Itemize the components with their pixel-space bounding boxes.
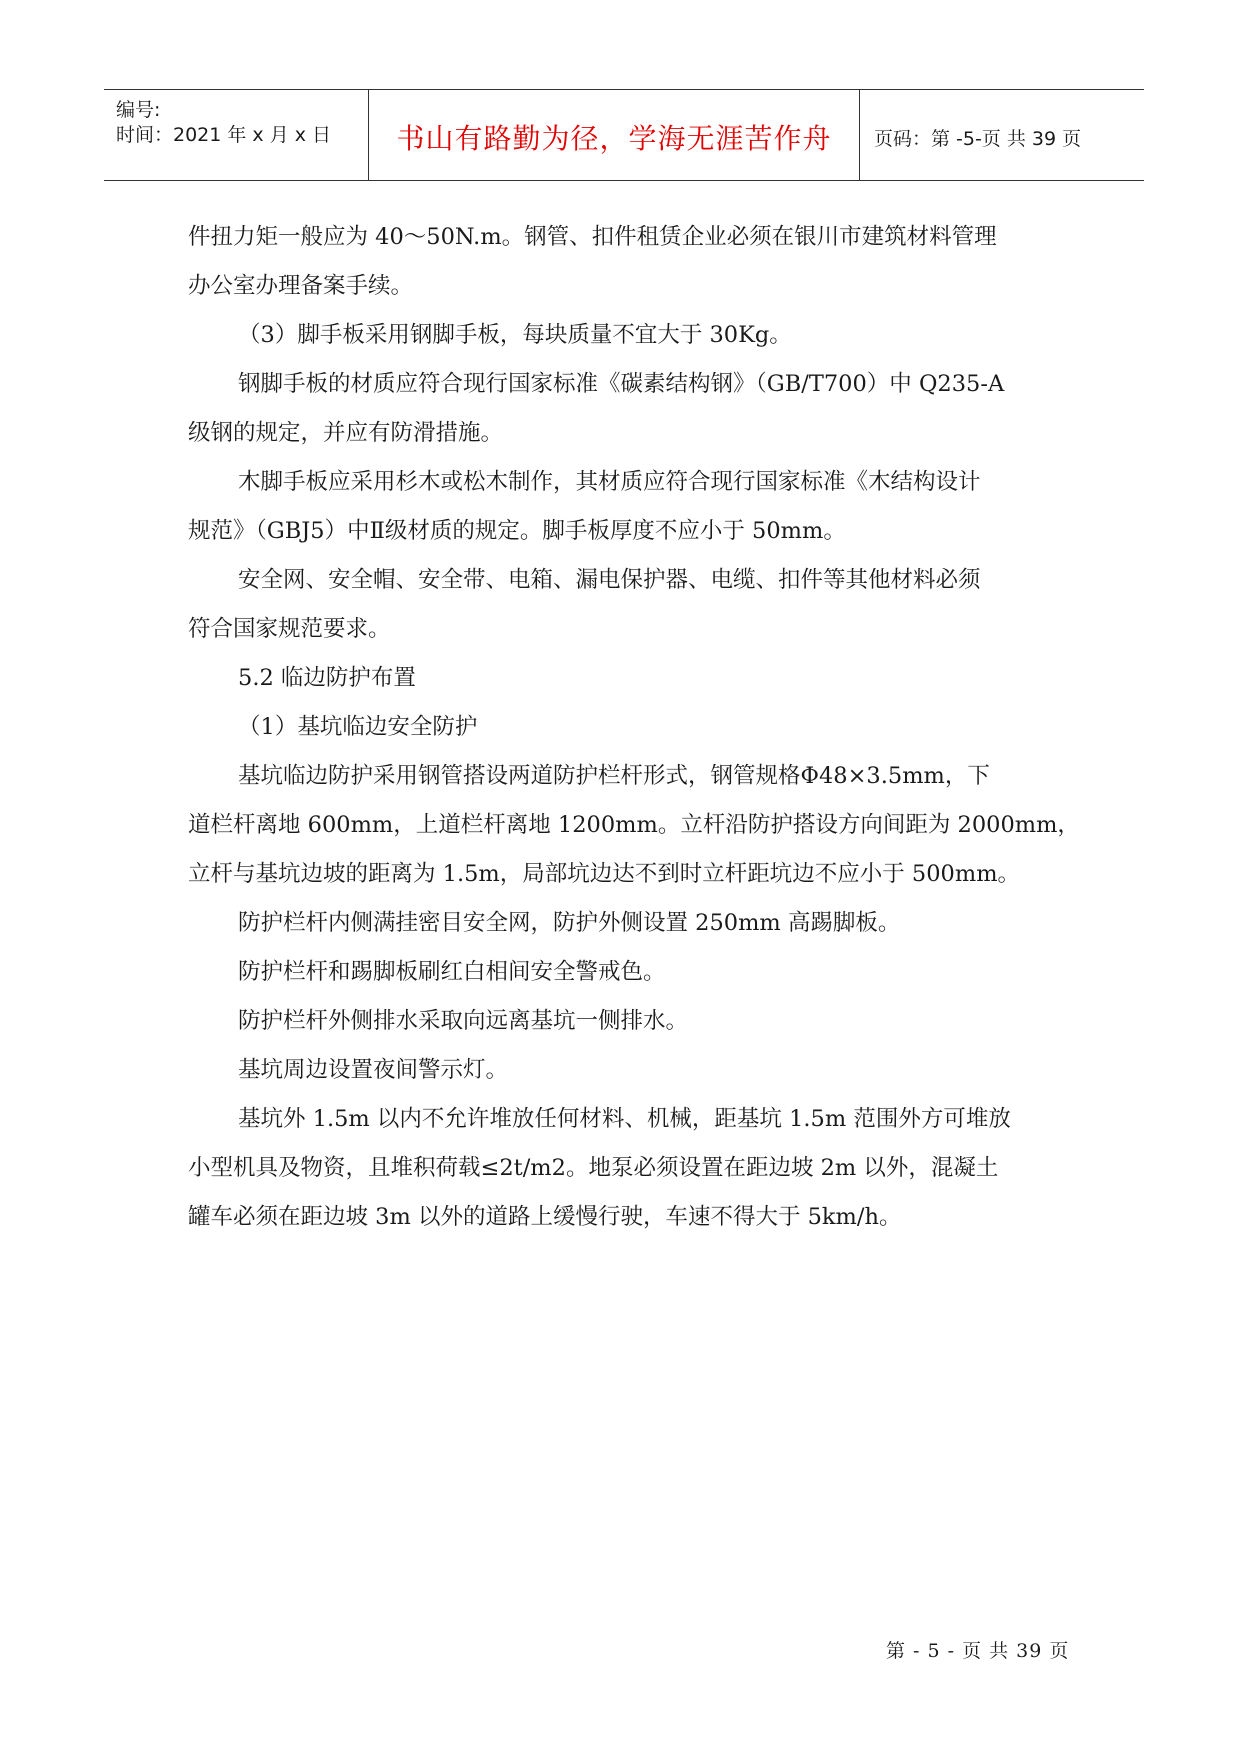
body-line: 防护栏杆外侧排水采取向远离基坑一侧排水。	[238, 1008, 689, 1034]
body-line: 安全网、安全帽、安全带、电箱、漏电保护器、电缆、扣件等其他材料必须	[238, 567, 981, 593]
body-line: 小型机具及物资，且堆积荷载≤2t/m2。地泵必须设置在距边坡 2m 以外，混凝土	[188, 1155, 999, 1181]
header-meta-cell	[104, 90, 369, 180]
header-page-number: 页码：第 -5-页 共 39 页	[874, 127, 1082, 150]
date-label: 时间：2021 年 x 月 x 日	[116, 124, 332, 146]
body-line: 规范》（GBJ5）中Ⅱ级材质的规定。脚手板厚度不应小于 50mm。	[188, 518, 846, 544]
subsection-heading: （1）基坑临边安全防护	[238, 714, 478, 740]
footer-page-number: 第 - 5 - 页 共 39 页	[886, 1640, 1070, 1662]
document-header	[104, 89, 1144, 181]
body-line: 件扭力矩一般应为 40～50N.m。钢管、扣件租赁企业必须在银川市建筑材料管理	[188, 224, 997, 250]
body-line: 道栏杆离地 600mm，上道栏杆离地 1200mm。立杆沿防护搭设方向间距为 2000mm，	[188, 812, 1080, 838]
body-line: （3）脚手板采用钢脚手板，每块质量不宜大于 30Kg。	[238, 322, 792, 348]
body-line: 基坑临边防护采用钢管搭设两道防护栏杆形式，钢管规格Φ48×3.5mm，下	[238, 763, 990, 789]
serial-number-label: 编号:	[116, 99, 161, 121]
document-body	[188, 213, 1080, 1242]
body-line: 钢脚手板的材质应符合现行国家标准《碳素结构钢》（GB/T700）中 Q235-A	[238, 371, 1005, 397]
body-line: 木脚手板应采用杉木或松木制作，其材质应符合现行国家标准《木结构设计	[238, 469, 981, 495]
section-heading: 5.2 临边防护布置	[238, 665, 416, 691]
header-motto: 书山有路勤为径，学海无涯苦作舟	[396, 122, 832, 155]
body-line: 罐车必须在距边坡 3m 以外的道路上缓慢行驶，车速不得大于 5km/h。	[188, 1204, 902, 1230]
body-line: 符合国家规范要求。	[188, 616, 391, 642]
body-line: 防护栏杆和踢脚板刷红白相间安全警戒色。	[238, 959, 666, 985]
body-line: 防护栏杆内侧满挂密目安全网，防护外侧设置 250mm 高踢脚板。	[238, 910, 901, 936]
body-line: 基坑周边设置夜间警示灯。	[238, 1057, 509, 1083]
body-line: 基坑外 1.5m 以内不允许堆放任何材料、机械，距基坑 1.5m 范围外方可堆放	[238, 1106, 1011, 1132]
header-motto-cell	[369, 90, 860, 180]
body-line: 级钢的规定，并应有防滑措施。	[188, 420, 504, 446]
header-page-cell	[860, 90, 1144, 180]
body-line: 办公室办理备案手续。	[188, 273, 414, 299]
body-line: 立杆与基坑边坡的距离为 1.5m，局部坑边达不到时立杆距坑边不应小于 500mm。	[188, 861, 1021, 887]
